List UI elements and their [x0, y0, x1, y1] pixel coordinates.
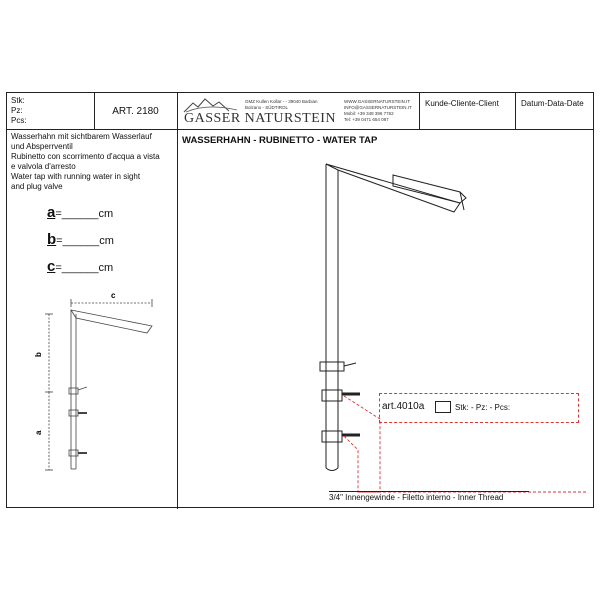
header-col-3 — [419, 93, 420, 129]
diagram-label-c: c — [111, 291, 116, 300]
company-mobile: Mobil: +39 348 396 7762 — [344, 111, 394, 116]
detail-article: art.4010a — [382, 401, 425, 412]
company-email: INFO@GASSERNATURSTEIN.IT — [344, 105, 412, 110]
date-label: Datum-Data-Date — [521, 99, 584, 108]
dimension-b-blank: =______cm — [56, 235, 114, 247]
company-address-1: GMZ Kullen Kollar - - 39040 Barbian — [245, 99, 318, 104]
dimension-diagram — [7, 288, 177, 508]
description-line-5: Water tap with running water in sight — [11, 172, 141, 181]
drawing-title: WASSERHAHN - RUBINETTO - WATER TAP — [182, 135, 378, 146]
dimension-c[interactable] — [47, 258, 113, 276]
dimension-a-blank: =______cm — [55, 208, 114, 220]
detail-qty-label: Stk: - Pz: - Pcs: — [455, 403, 511, 412]
description-line-4: e valvola d'arresto — [11, 162, 76, 171]
logo-wordmark: GASSER NATURSTEIN — [184, 111, 337, 126]
header-col-4 — [515, 93, 516, 129]
diagram-label-b: b — [34, 352, 43, 357]
company-address-2: Bolzano - SÜDTIROL — [245, 105, 289, 110]
detail-qty-checkbox[interactable] — [435, 401, 451, 413]
drawing-sheet — [6, 92, 594, 508]
thread-leader — [329, 491, 529, 492]
diagram-label-a: a — [34, 430, 43, 435]
customer-label: Kunde-Cliente-Client — [425, 99, 499, 108]
dimension-b-letter: b — [47, 231, 57, 248]
description-line-3: Rubinetto con scorrimento d'acqua a vista — [11, 152, 160, 161]
tap-drawing — [178, 130, 593, 508]
description-line-1: Wasserhahn mit sichtbarem Wasserlauf — [11, 132, 152, 141]
pz-label: Pz: — [11, 106, 23, 115]
pcs-label: Pcs: — [11, 116, 27, 125]
description-line-2: und Absperrventil — [11, 142, 73, 151]
article-number: ART. 2180 — [112, 105, 159, 117]
description-line-6: and plug valve — [11, 182, 63, 191]
stk-label: Stk: — [11, 96, 25, 105]
dimension-c-letter: c — [47, 258, 56, 275]
dimension-a-letter: a — [47, 204, 56, 221]
thread-note: 3/4" Innengewinde - Filetto interno - Inner Thread — [329, 493, 504, 502]
dimension-c-blank: =______cm — [55, 262, 114, 274]
dimension-a[interactable] — [47, 204, 113, 222]
company-web: WWW.GASSERNATURSTEIN.IT — [344, 99, 411, 104]
dimension-b[interactable] — [47, 231, 114, 249]
company-phone: Tel: +39 0471 654 087 — [344, 117, 389, 122]
